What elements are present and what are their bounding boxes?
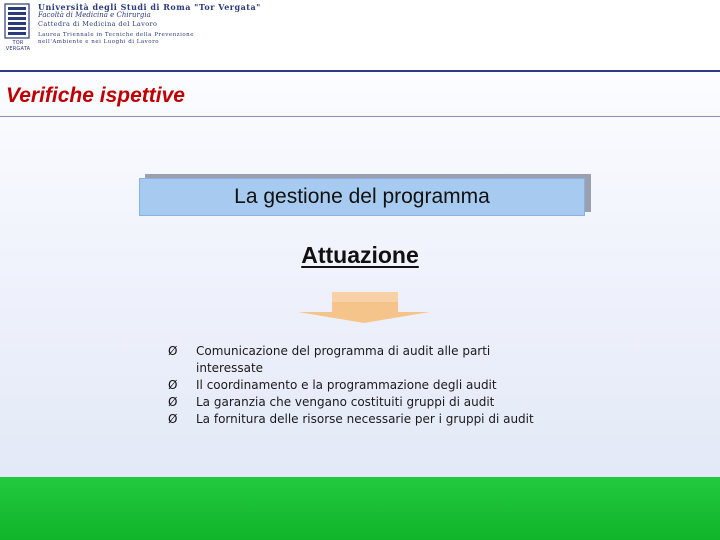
bullet-text: Il coordinamento e la programmazione degli audit (196, 378, 497, 392)
bullet-arrow-icon: Ø (168, 395, 178, 409)
department-name: Cattedra di Medicina del Lavoro (38, 20, 158, 28)
degree-line-2: nell'Ambiente e nei Luoghi di Lavoro (38, 39, 160, 45)
bullet-text: La fornitura delle risorse necessarie per i gruppi di audit (196, 412, 534, 426)
down-arrow-icon (296, 290, 432, 324)
section-box (139, 178, 585, 216)
list-item (168, 394, 568, 411)
section-box-label: La gestione del programma (234, 185, 490, 208)
faculty-name: Facoltà di Medicina e Chirurgia (38, 11, 151, 19)
bullet-text: Comunicazione del programma di audit alle parti interessate (196, 344, 491, 375)
bullet-arrow-icon: Ø (168, 344, 178, 358)
degree-line-1: Laurea Triennale in Tecniche della Prevenzione (38, 32, 194, 38)
title-divider (0, 116, 720, 117)
university-name: Università degli Studi di Roma "Tor Vergata" (38, 2, 261, 12)
logo-caption: TOR VERGATA (5, 40, 31, 52)
bullet-arrow-icon: Ø (168, 378, 178, 392)
bullet-list (168, 343, 568, 428)
subtitle: Attuazione (301, 242, 419, 268)
header-divider (0, 70, 720, 72)
slide-title: Verifiche ispettive (6, 84, 185, 107)
list-item (168, 343, 568, 377)
list-item (168, 377, 568, 394)
list-item (168, 411, 568, 428)
header (0, 0, 720, 70)
footer-band (0, 477, 720, 540)
bullet-text: La garanzia che vengano costituiti gruppi di audit (196, 395, 495, 409)
bullet-arrow-icon: Ø (168, 412, 178, 426)
